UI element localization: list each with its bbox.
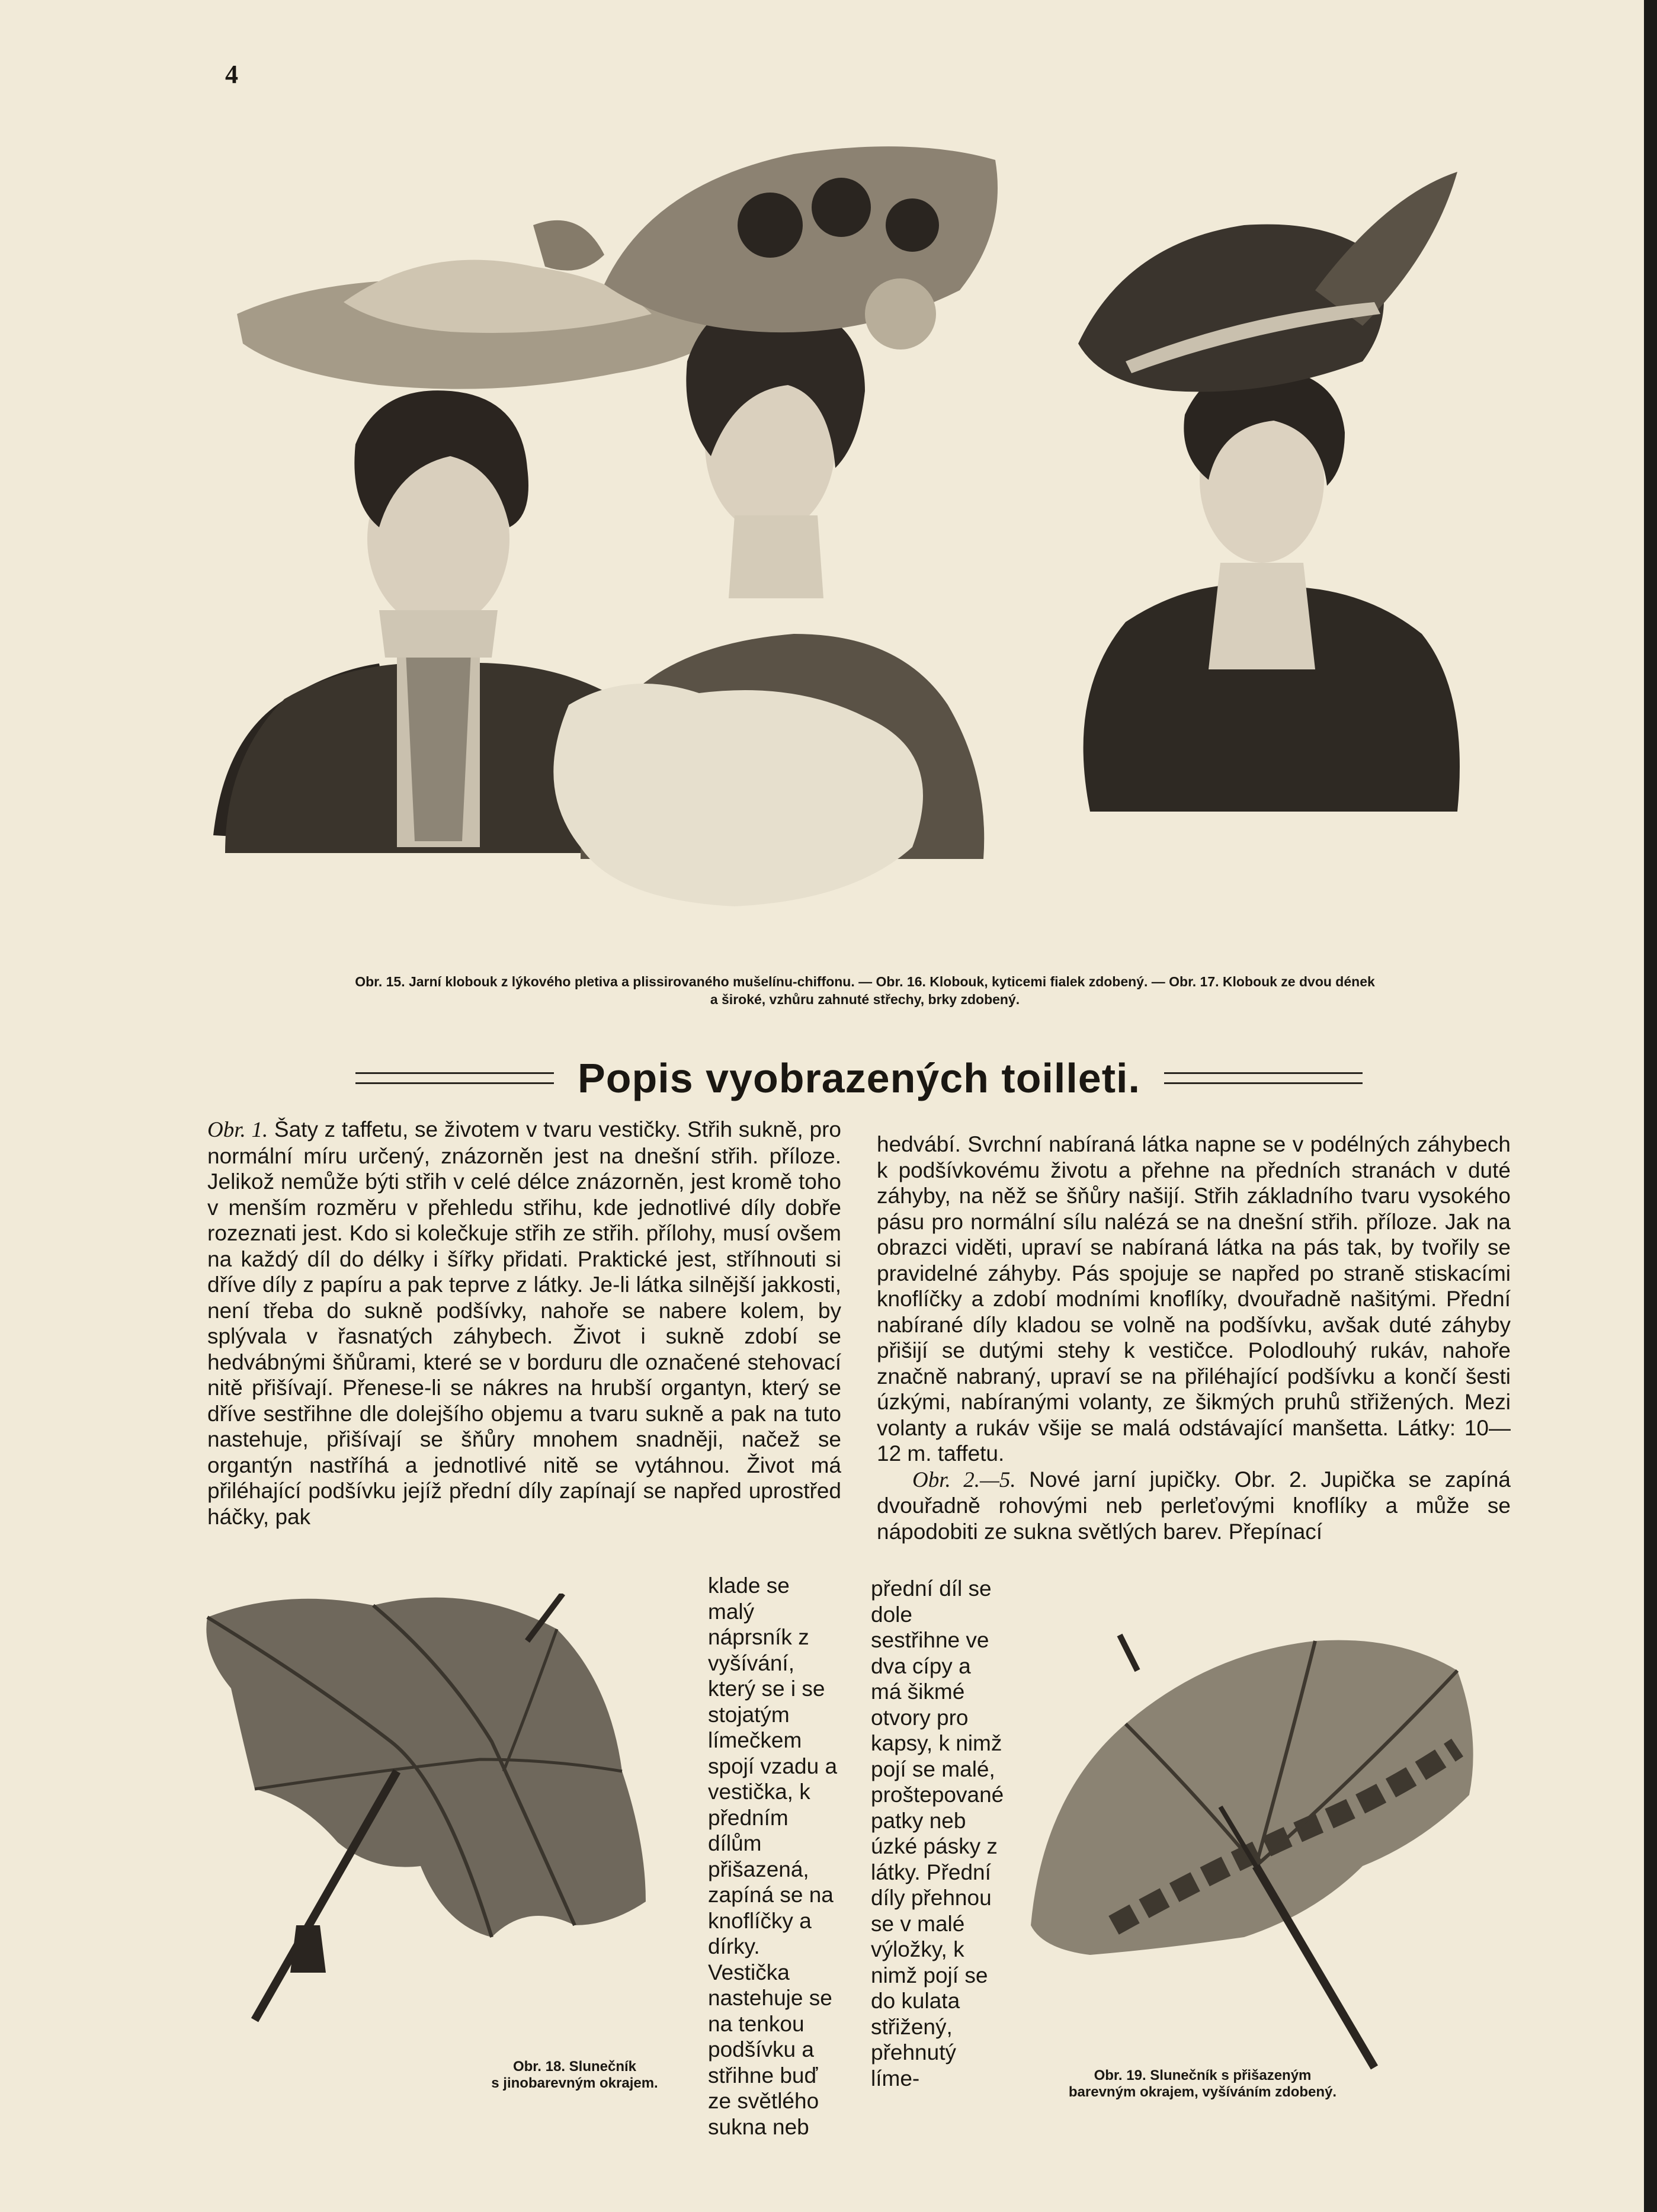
page-edge-shadow (1644, 0, 1657, 2212)
article-column-right (877, 1131, 1511, 1544)
page-number: 4 (225, 60, 238, 89)
article-title: Popis vyobrazených toilleti. (578, 1055, 1140, 1101)
caption-umb1-line1: Obr. 18. Slunečník (512, 2059, 637, 2075)
caption-umb2-line1: Obr. 19. Slunečník s přišazeným (1094, 2067, 1312, 2083)
caption-umb2-line2: barevným okrajem, vyšíváním zdobený. (1068, 2084, 1337, 2100)
title-rule-left (355, 1072, 554, 1084)
obr2-lead: Obr. 2.—5. (912, 1467, 1016, 1492)
article-column-left (207, 1117, 841, 1530)
caption-umb1-line2: s jinobarevným okrajem. (491, 2075, 658, 2091)
umbrella-18-illustration (195, 1594, 681, 2044)
lady-right-figure (1078, 172, 1460, 812)
caption-hats-line2: a široké, vzhůru zahnuté střechy, brky zdobený. (710, 992, 1020, 1007)
col2-text: hedvábí. Svrchní nabíraná látka napne se v podélných záhybech k podšívkovému životu a přehne na předních stranách v duté záhyby, na něž se šňůry našijí. Střih základního tvaru vysokého pásu pro normální sílu nalézá se na dnešní střih. příloze. Jak na obrazci viděti, upraví se nabíraná látka na pás tak, by tvořily se pravidelné záhyby. Pás spojuje se napřed po straně stiskacími knoflíčky a zdobí modními knoflíky, dvouřadně našitými. Přední nabírané díly kladou se volně na podšívku, avšak duté záhyby přišijí se dutými stehy k vestičce. Polodlouhý rukáv, nahoře značně nabraný, upraví se na přiléhající podšívku a končí šesti úzkými, nabíranými volanty, ze šikmých pruhů střižených. Mezi volanty a rukáv všije se malá odstávající manšetta. Látky: 10—12 m. taffetu. (877, 1132, 1511, 1466)
caption-hats-line1: Obr. 15. Jarní klobouk z lýkového pletiva a plissirovaného mušelínu-chiffonu. — Obr. 16. Klobouk, kyticemi fialek zdobený. — Obr. 17. Klobouk ze dvou dének (355, 974, 1375, 989)
col1-text: Šaty z taffetu, se životem v tvaru vestičky. Střih sukně, pro normální míru určený, znázorněn jest na dnešní střih. příloze. Jelikož nemůže býti střih v celé délce znázorněn, jest kromě toho v menším rozměru v přehledu střihu, kde jednotlivé díly dobře rozeznati jest. Kdo si kolečkuje střih ze střih. přílohy, musí ovšem na každý díl do délky i šířky přidati. Praktické jest, stříhnouti si dříve díly z papíru a pak teprve z látky. Je-li látka silnější jakkosti, není třeba do sukně podšívky, nahoře se nabere kolem, by splývala v řasnatých záhybech. Život i sukně zdobí se hedvábnými šňůrami, které se v borduru dle označené stehovací nitě přišívají. Přenese-li se nákres na hrubší organtyn, který se dříve sestřihne dle dolejšího objemu a tvaru sukně a pak na tuto nastehuje, přišívají se šňůry mnohem snadněji, načež se organtýn nastříhá a jednotlivé nitě se vytáhnou. Život má přiléhající podšívku jejíž přední díly zapínají se napřed uprostřed háčky, pak (207, 1117, 841, 1529)
col2-text2: Nové jarní jupičky. Obr. 2. Jupička se zapíná dvouřadně rohovými neb perleťovými knoflíky a může se nápodobiti ze sukna světlých barev. Přepínací (877, 1467, 1511, 1544)
hats-illustration (201, 136, 1505, 966)
lady-middle-figure (553, 146, 998, 906)
title-rule-right (1164, 1072, 1363, 1084)
caption-hats (225, 973, 1505, 1008)
obr1-lead: Obr. 1. (207, 1118, 268, 1142)
article-title-row (355, 1054, 1363, 1102)
article-column-left-narrow: klade se malý náprsník z vyšívání, který se i se stojatým límečkem spojí vzadu a vestička, k předním dílům přišazená, zapíná se na knoflíčky a dírky. Vestička nastehuje se na tenkou podšívku a střihne buď ze světlého sukna neb (708, 1573, 838, 2139)
article-column-right-narrow: přední díl se dole sestřihne ve dva cípy a má šikmé otvory pro kapsy, k nimž pojí se malé, proštepované patky neb úzké pásky z látky. Přední díly přehnou se v malé výložky, k nimž pojí se do kulata střižený, přehnutý líme- (871, 1576, 1004, 2091)
caption-umbrella-19 (1031, 2067, 1374, 2101)
umbrella-19-illustration (1007, 1617, 1493, 2091)
caption-umbrella-18 (462, 2059, 687, 2092)
